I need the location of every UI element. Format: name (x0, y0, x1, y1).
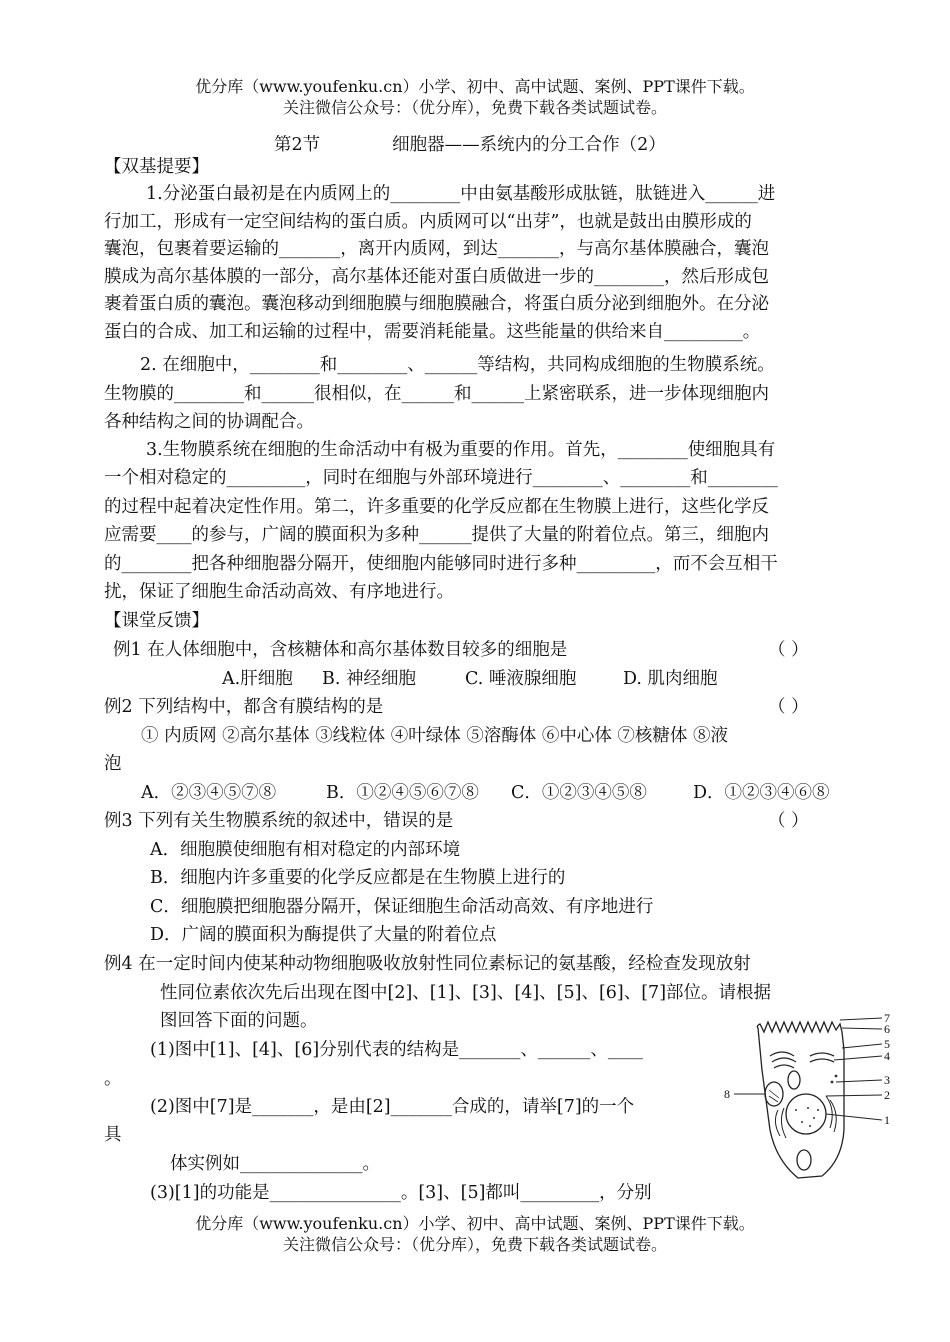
mitochondrion (797, 1150, 811, 1170)
q3-line: 的过程中起着决定性作用。第二，许多重要的化学反应都在生物膜上进行，这些化学反 (104, 497, 769, 517)
ex4-q1-end: 。 (104, 1069, 122, 1089)
ex3-option-a[interactable]: A．细胞膜使细胞有相对稳定的内部环境 (150, 840, 461, 860)
q2-line: 各种结构之间的协调配合。 (104, 412, 314, 432)
q3-line: 的________把各种细胞器分隔开，使细胞内能够同时进行多种_________，而不会互相干 (104, 554, 778, 574)
q3-line: 3.生物膜系统在细胞的生命活动中有极为重要的作用。首先，________使细胞具有 (146, 440, 776, 460)
feedback-heading: 【课堂反馈】 (104, 611, 209, 631)
mitochondrion (788, 1071, 800, 1089)
figure-label: 5 (884, 1037, 890, 1051)
ex2-stem: 例2 下列结构中，都含有膜结构的是 (104, 697, 384, 717)
footer-line-2: 关注微信公众号：（优分库），免费下载各类试题试卷。 (282, 1235, 667, 1254)
q1-line: 膜成为高尔基体膜的一部分，高尔基体还能对蛋白质做进一步的________，然后形成包 (104, 267, 769, 287)
ex2-items: ① 内质网 ②高尔基体 ③线粒体 ④叶绿体 ⑤溶酶体 ⑥中心体 ⑦核糖体 ⑧液 (141, 726, 728, 746)
q1-line: 蛋白的合成、加工和运输的过程中，需要消耗能量。这些能量的供给来自_________。 (104, 322, 761, 342)
figure-label: 8 (724, 1087, 730, 1101)
ex2-option-b[interactable]: B．①②④⑤⑥⑦⑧ (326, 783, 479, 803)
ex2-answer-paren: （ ） (768, 697, 809, 717)
golgi-left (770, 1052, 796, 1068)
ex4-line: 图回答下面的问题。 (160, 1011, 318, 1031)
ex2-option-a[interactable]: A．②③④⑤⑦⑧ (141, 783, 277, 803)
ex1-options (222, 666, 718, 693)
ex1-option-b[interactable]: B. 神经细胞 (322, 669, 416, 689)
page-title (274, 131, 666, 156)
figure-label: 2 (884, 1088, 890, 1102)
ex2-items-cont: 泡 (104, 754, 122, 774)
header-line-1: 优分库（www.youfenku.cn）小学、初中、高中试题、案例、PPT课件下载。 (195, 77, 755, 96)
figure-label: 1 (884, 1113, 890, 1127)
q1-line: 囊泡，包裹着要运输的_______，离开内质网，到达_______，与高尔基体膜融合，囊泡 (104, 239, 769, 259)
basics-heading: 【双基提要】 (104, 157, 209, 177)
q3-line: 扰，保证了细胞生命活动高效、有序地进行。 (104, 582, 454, 602)
figure-label: 6 (884, 1022, 890, 1036)
nucleus (786, 1094, 826, 1134)
er-left (775, 1108, 786, 1138)
ex4-q2: (2)图中[7]是_______，是由[2]_______合成的，请举[7]的一个 (150, 1097, 635, 1117)
ex3-answer-paren: （ ） (768, 811, 809, 831)
ex2-option-c[interactable]: C．①②③④⑤⑧ (511, 783, 647, 803)
q1-line: 1.分泌蛋白最初是在内质网上的________中由氨基酸形成肽链，肽链进入______进 (146, 184, 776, 204)
figure-label: 7 (884, 1011, 890, 1025)
q1-line: 行加工，形成有一定空间结构的蛋白质。内质网可以“出芽”，也就是鼓出由膜形成的 (104, 212, 752, 232)
ex2-option-d[interactable]: D．①②③④⑥⑧ (693, 783, 830, 803)
cell-diagram-figure (722, 1010, 898, 1182)
ex4-q1: (1)图中[1]、[4]、[6]分别代表的结构是_______、______、____ (150, 1040, 643, 1060)
golgi-right (810, 1053, 834, 1062)
ex2-options (141, 780, 830, 807)
q3-line: 应需要____的参与，广阔的膜面积为多种______提供了大量的附着位点。第三，细胞内 (104, 525, 769, 545)
ex4-q2-cont: 具 (104, 1125, 122, 1145)
footer-line-1: 优分库（www.youfenku.cn）小学、初中、高中试题、案例、PPT课件下载。 (195, 1214, 755, 1233)
ex1-option-a[interactable]: A.肝细胞 (222, 669, 293, 689)
cell-outline (757, 1022, 844, 1178)
ex1-option-c[interactable]: C. 唾液腺细胞 (465, 669, 577, 689)
section-name: 细胞器——系统内的分工合作（2） (392, 135, 666, 155)
ex4-q3: (3)[1]的功能是_______________。[3]、[5]都叫_________，分别 (150, 1183, 652, 1203)
ex1-answer-paren: （ ） (768, 640, 809, 660)
header-line-2: 关注微信公众号：（优分库），免费下载各类试题试卷。 (282, 98, 667, 117)
ex4-line: 例4 在一定时间内使某种动物细胞吸收放射性同位素标记的氨基酸，经检查发现放射 (104, 954, 751, 974)
q3-line: 一个相对稳定的_________，同时在细胞与外部环境进行________、________和________ (104, 468, 778, 488)
q2-line: 2. 在细胞中，________和________、______等结构，共同构成细胞的生物膜系统。 (140, 355, 775, 375)
ex3-option-d[interactable]: D．广阔的膜面积为酶提供了大量的附着位点 (150, 925, 497, 945)
ex1-option-d[interactable]: D. 肌肉细胞 (623, 669, 718, 689)
ex3-option-b[interactable]: B．细胞内许多重要的化学反应都是在生物膜上进行的 (150, 868, 566, 888)
figure-label: 4 (884, 1049, 890, 1063)
ex4-line: 性同位素依次先后出现在图中[2]、[1]、[3]、[4]、[5]、[6]、[7]部位。请根据 (160, 983, 772, 1003)
section-number: 第2节 (274, 135, 321, 155)
ex3-stem: 例3 下列有关生物膜系统的叙述中，错误的是 (104, 811, 454, 831)
ex4-q2-end: 体实例如______________。 (170, 1154, 380, 1174)
ex1-stem: 例1 在人体细胞中，含核糖体和高尔基体数目较多的细胞是 (113, 640, 568, 660)
q1-line: 裹着蛋白质的囊泡。囊泡移动到细胞膜与细胞膜融合，将蛋白质分泌到细胞外。在分泌 (104, 294, 769, 314)
ex3-option-c[interactable]: C．细胞膜把细胞器分隔开，保证细胞生命活动高效、有序地进行 (150, 897, 654, 917)
figure-label: 3 (884, 1073, 890, 1087)
q2-line: 生物膜的________和______很相似，在______和______上紧密联系，进一步体现细胞内 (104, 384, 769, 404)
